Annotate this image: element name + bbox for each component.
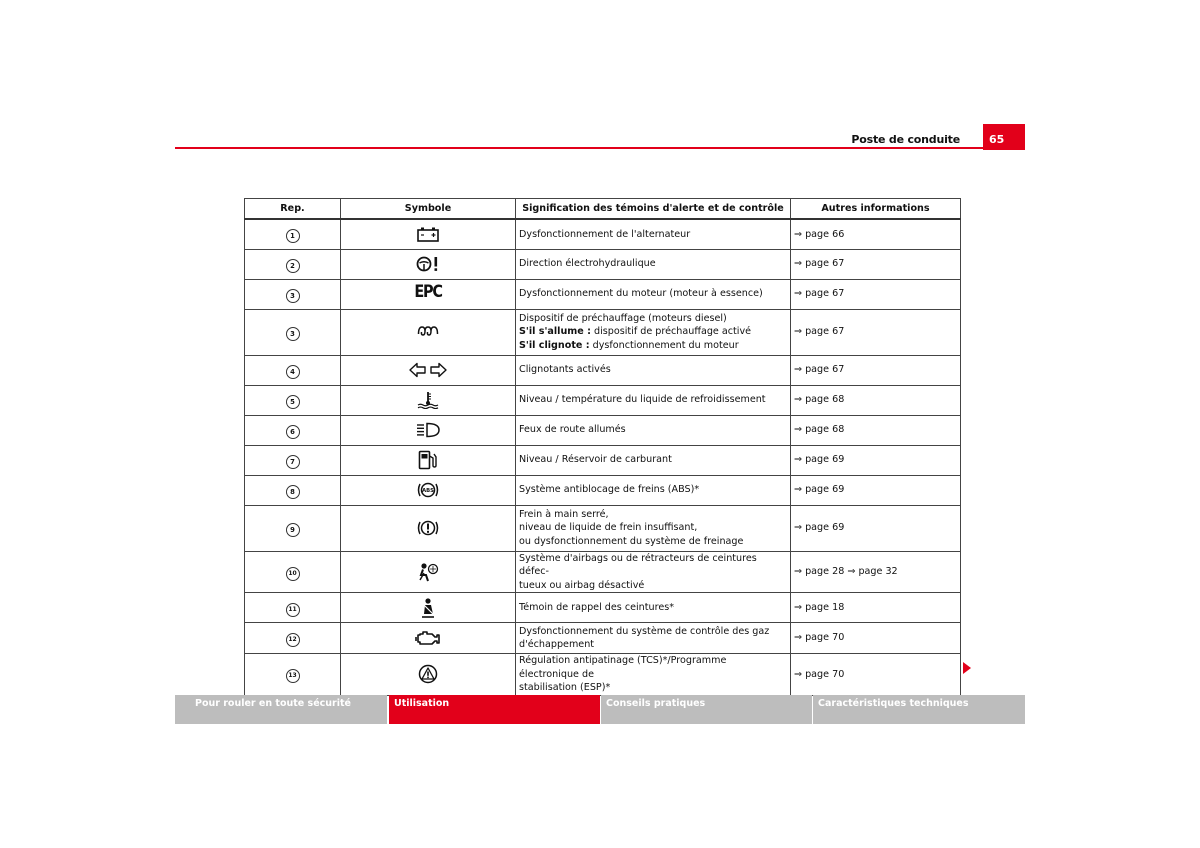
footer-tab-usage[interactable]: Utilisation (389, 695, 600, 724)
meaning-cell: Dysfonctionnement du moteur (moteur à essence) (516, 279, 791, 309)
table-row (245, 475, 961, 505)
reference-number: 11 (286, 603, 300, 617)
table-row (245, 654, 961, 696)
airbag-icon (344, 562, 512, 582)
table-row (245, 593, 961, 623)
info-cell: ⇒ page 69 (791, 475, 961, 505)
reference-number: 3 (286, 327, 300, 341)
table-row (245, 279, 961, 309)
abs-icon (344, 481, 512, 499)
next-page-arrow-icon[interactable] (963, 662, 971, 674)
table-row (245, 355, 961, 385)
coolant-temperature-icon (344, 391, 512, 409)
meaning-cell: Clignotants activés (516, 355, 791, 385)
seatbelt-icon (344, 598, 512, 618)
epc-icon: EPC (414, 282, 442, 303)
table-row (245, 249, 961, 279)
column-header-symbol: Symbole (341, 199, 516, 220)
info-cell: ⇒ page 68 (791, 415, 961, 445)
reference-number: 3 (286, 289, 300, 303)
meaning-cell: Dysfonctionnement de l'alternateur (516, 219, 791, 249)
meaning-cell: Niveau / température du liquide de refroidissement (516, 385, 791, 415)
reference-number: 1 (286, 229, 300, 243)
column-header-meaning: Signification des témoins d'alerte et de contrôle (516, 199, 791, 220)
meaning-cell: Frein à main serré, niveau de liquide de frein insuffisant, ou dysfonctionnement du système de freinage (516, 505, 791, 551)
turn-signal-icon (344, 362, 512, 378)
table-row (245, 385, 961, 415)
info-cell: ⇒ page 69 (791, 445, 961, 475)
info-cell: ⇒ page 70 (791, 654, 961, 696)
reference-number: 4 (286, 365, 300, 379)
column-header-rep: Rep. (245, 199, 341, 220)
glow-plug-icon (344, 325, 512, 339)
high-beam-icon (344, 422, 512, 438)
esp-icon (344, 664, 512, 684)
reference-number: 10 (286, 567, 300, 581)
page-number: 65 (983, 124, 1025, 150)
header-rule (175, 147, 983, 149)
fuel-pump-icon (344, 450, 512, 470)
info-cell: ⇒ page 67 (791, 309, 961, 355)
info-cell: ⇒ page 67 (791, 279, 961, 309)
meaning-cell: Niveau / Réservoir de carburant (516, 445, 791, 475)
meaning-cell: Système d'airbags ou de rétracteurs de ceintures défec- tueux ou airbag désactivé (516, 551, 791, 593)
reference-number: 12 (286, 633, 300, 647)
engine-check-icon (344, 629, 512, 647)
meaning-cell: Dispositif de préchauffage (moteurs diesel) S'il s'allume : dispositif de préchauffage activé S'il clignote : dysfonctionnement du moteur (516, 309, 791, 355)
info-cell: ⇒ page 66 (791, 219, 961, 249)
footer-tab-safety[interactable]: Pour rouler en toute sécurité (175, 695, 387, 724)
steering-warning-icon (344, 255, 512, 273)
meaning-cell: Système antiblocage de freins (ABS)* (516, 475, 791, 505)
info-cell: ⇒ page 28 ⇒ page 32 (791, 551, 961, 593)
reference-number: 7 (286, 455, 300, 469)
column-header-info: Autres informations (791, 199, 961, 220)
meaning-cell: Direction électrohydraulique (516, 249, 791, 279)
info-cell: ⇒ page 18 (791, 593, 961, 623)
table-row (245, 623, 961, 654)
table-row (245, 505, 961, 551)
table-header-row (245, 199, 961, 220)
info-cell: ⇒ page 70 (791, 623, 961, 654)
table-row (245, 445, 961, 475)
reference-number: 13 (286, 669, 300, 683)
reference-number: 8 (286, 485, 300, 499)
reference-number: 9 (286, 523, 300, 537)
footer-tab-technical-specs[interactable]: Caractéristiques techniques (813, 695, 1025, 724)
table-row (245, 551, 961, 593)
footer-tab-practical-tips[interactable]: Conseils pratiques (601, 695, 812, 724)
meaning-cell: Dysfonctionnement du système de contrôle des gaz d'échappement (516, 623, 791, 654)
meaning-cell: Témoin de rappel des ceintures* (516, 593, 791, 623)
svg-text:ABS: ABS (422, 488, 434, 495)
meaning-cell: Feux de route allumés (516, 415, 791, 445)
info-cell: ⇒ page 68 (791, 385, 961, 415)
table-row (245, 415, 961, 445)
brake-warning-icon (344, 519, 512, 537)
reference-number: 6 (286, 425, 300, 439)
info-cell: ⇒ page 67 (791, 355, 961, 385)
table-row (245, 219, 961, 249)
info-cell: ⇒ page 67 (791, 249, 961, 279)
table-row (245, 309, 961, 355)
reference-number: 5 (286, 395, 300, 409)
section-title: Poste de conduite (851, 133, 960, 146)
battery-icon (344, 226, 512, 242)
reference-number: 2 (286, 259, 300, 273)
meaning-cell: Régulation antipatinage (TCS)*/Programme électronique de stabilisation (ESP)* (516, 654, 791, 696)
info-cell: ⇒ page 69 (791, 505, 961, 551)
warning-lights-table (244, 198, 961, 696)
